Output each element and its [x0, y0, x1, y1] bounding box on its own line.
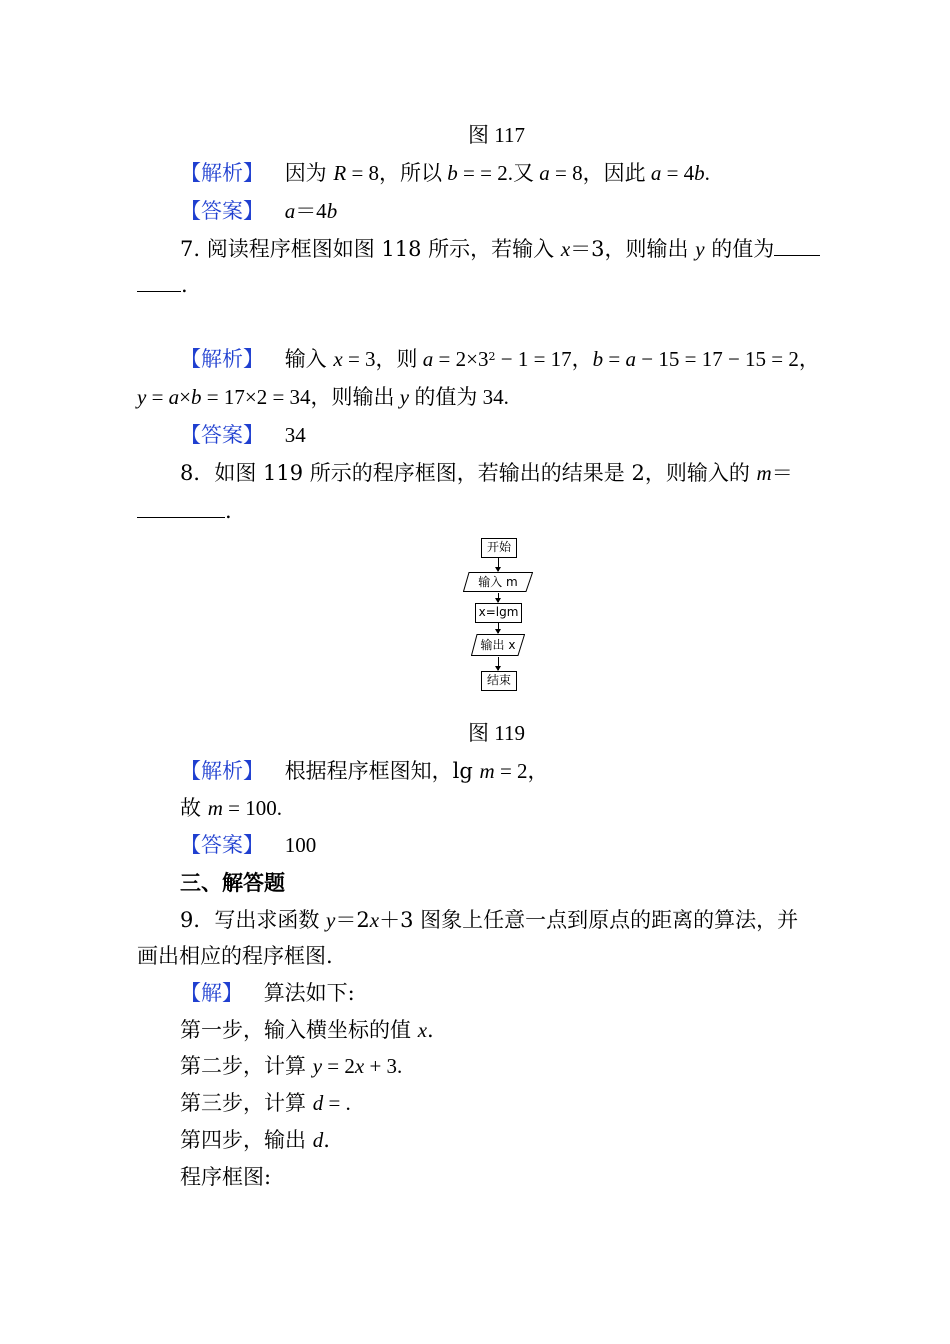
text: 算法如下: [263, 981, 355, 1005]
flowchart-119 [460, 533, 540, 693]
q8-analysis-line1 [180, 758, 549, 784]
answer-value: 34 [284, 423, 306, 447]
var-a: a [284, 199, 296, 223]
text: − 15 = 17 − 15 = 2， [636, 347, 820, 371]
var-m: m [479, 759, 495, 783]
text: = 2×3 [433, 347, 489, 371]
text: 因为 [284, 161, 334, 185]
text: = 3，则 [342, 347, 423, 371]
var-a: a [625, 347, 637, 371]
q7-analysis-line1 [180, 346, 820, 372]
text: = . [323, 1091, 351, 1115]
text: = [603, 347, 626, 371]
var-m: m [756, 461, 772, 485]
answer-blank [137, 499, 225, 518]
text: = = 2.又 [457, 161, 540, 185]
flow-arrow [498, 557, 499, 571]
analysis-tag: 【解析】 [180, 161, 264, 185]
text: . [704, 161, 710, 185]
q9-step-1 [180, 1017, 434, 1043]
var-x: x [560, 237, 571, 261]
text: = 17×2 = 34，则输出 [201, 385, 400, 409]
var-d: d [312, 1128, 324, 1152]
q6-answer-line [180, 198, 337, 224]
answer-tag: 【答案】 [180, 199, 264, 223]
text: 第一步，输入横坐标的值 [180, 1018, 418, 1042]
text: + 3. [364, 1054, 403, 1078]
analysis-tag: 【解析】 [180, 759, 264, 783]
flow-input-label: 输入 m [478, 575, 518, 589]
var-a: a [168, 385, 180, 409]
q7-question-line1 [180, 236, 820, 262]
text: . [323, 1128, 330, 1152]
var-x: x [417, 1018, 428, 1042]
text: ＝2 [335, 908, 370, 932]
text: = 2 [322, 1054, 355, 1078]
var-d: d [312, 1091, 324, 1115]
text: ＝3，则输出 [570, 237, 696, 261]
flow-arrow [498, 622, 499, 633]
flow-arrow [498, 657, 499, 670]
text: 第四步，输出 [180, 1128, 313, 1152]
text: . [225, 499, 232, 523]
text: 第三步，计算 [180, 1091, 313, 1115]
q7-question-line2 [137, 272, 188, 298]
text: . [427, 1018, 434, 1042]
q8-analysis-line2 [180, 795, 282, 821]
text: 8．如图 119 所示的程序框图，若输出的结果是 2，则输入的 [180, 461, 757, 485]
flow-start-box: 开始 [481, 538, 517, 558]
section-heading: 三、解答题 [180, 870, 285, 895]
var-b: b [592, 347, 604, 371]
text: = 4 [661, 161, 695, 185]
text: = [146, 385, 169, 409]
var-y: y [312, 1054, 323, 1078]
solution-tag: 【解】 [180, 981, 243, 1005]
text: = 8，因此 [549, 161, 651, 185]
var-a: a [539, 161, 550, 185]
var-a: a [650, 161, 662, 185]
q6-analysis-line [180, 160, 710, 186]
flow-end-box: 结束 [481, 671, 517, 691]
text: = 8，所以 [346, 161, 448, 185]
q9-question-line1 [180, 907, 798, 933]
text: ＋3 图象上任意一点到原点的距离的算法，并 [379, 908, 799, 932]
var-b: b [694, 161, 705, 185]
text: 的值为 [704, 237, 775, 261]
figure-caption-119: 图 119 [468, 721, 525, 745]
answer-tag: 【答案】 [180, 423, 264, 447]
answer-blank [774, 237, 820, 256]
answer-value: 100 [284, 833, 317, 857]
q9-step-4 [180, 1127, 330, 1153]
answer-tag: 【答案】 [180, 833, 264, 857]
text: . [181, 273, 188, 297]
superscript: 2 [488, 350, 496, 363]
text: ＝4 [295, 199, 327, 223]
q9-step-5: 程序框图: [180, 1165, 272, 1189]
text: 故 [180, 796, 208, 820]
q8-answer-line [180, 832, 316, 858]
var-b: b [326, 199, 338, 223]
q9-step-2 [180, 1053, 402, 1079]
text: 9．写出求函数 [180, 908, 327, 932]
flow-output-label: 输出 x [480, 638, 516, 652]
var-x: x [354, 1054, 365, 1078]
text: = 2， [494, 759, 549, 783]
q7-analysis-line2 [137, 384, 509, 410]
text: 的值为 34. [409, 385, 509, 409]
figure-caption-117: 图 117 [468, 123, 525, 147]
q7-answer-line [180, 422, 306, 448]
q9-solution-intro [180, 980, 355, 1006]
flow-assign-box: x=lgm [475, 603, 522, 623]
analysis-tag: 【解析】 [180, 347, 264, 371]
var-y: y [695, 237, 705, 261]
flow-arrow [498, 593, 499, 602]
q8-question-line1 [180, 460, 793, 486]
q9-step-3 [180, 1090, 351, 1116]
text: × [179, 385, 192, 409]
var-b: b [191, 385, 202, 409]
text: 第二步，计算 [180, 1054, 313, 1078]
text: = 100. [222, 796, 282, 820]
var-y: y [137, 385, 147, 409]
text: 根据程序框图知，lg [284, 759, 480, 783]
text: − 1 = 17， [495, 347, 593, 371]
text: 输入 [284, 347, 334, 371]
var-m: m [207, 796, 223, 820]
var-y: y [326, 908, 336, 932]
answer-blank [137, 273, 181, 292]
text: 7. 阅读程序框图如图 118 所示，若输入 [180, 237, 561, 261]
var-y: y [399, 385, 410, 409]
var-x: x [333, 347, 343, 371]
var-a: a [422, 347, 434, 371]
q8-question-line2 [137, 498, 232, 524]
var-R: R [333, 161, 347, 185]
text: ＝ [771, 461, 793, 485]
q9-question-line2: 画出相应的程序框图. [137, 944, 333, 968]
var-b: b [447, 161, 458, 185]
var-x: x [369, 908, 380, 932]
